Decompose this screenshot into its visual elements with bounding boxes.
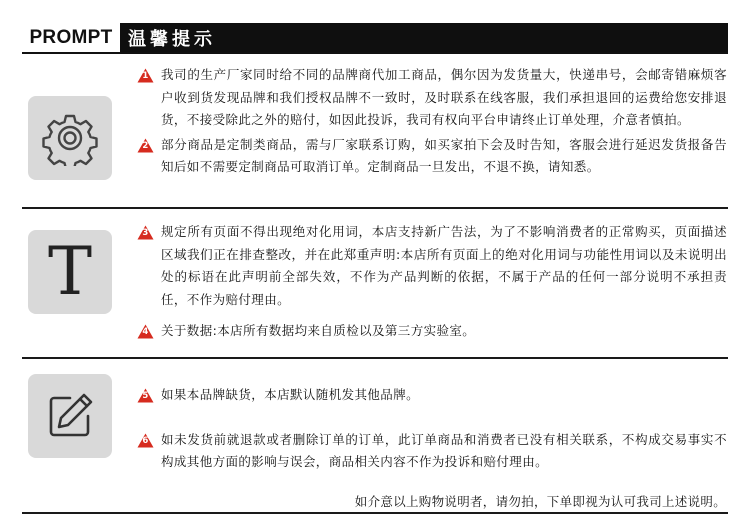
warning-icon: 3 [137, 225, 154, 240]
edit-pencil-icon-box [28, 374, 112, 458]
notice-section-2 [137, 221, 727, 343]
warning-icon: 6 [137, 433, 154, 448]
notice-item-5 [137, 384, 727, 407]
notice-text: 规定所有页面不得出现绝对化用词，本店支持新广告法，为了不影响消费者的正常购买，页面描述区域我们正在排查整改，并在此郑重声明:本店所有页面上的绝对化用词与功能性用词以及未说明出处的标语在此声明前全部失效，不作为产品判断的依据，不属于产品的任何一部分说明不承担责任，不作为赔付理由。 [161, 224, 727, 307]
warning-icon: 2 [137, 138, 154, 153]
header-title-en-box [22, 23, 120, 52]
footer-underline [22, 512, 728, 514]
gear-icon-box [28, 96, 112, 180]
notice-section-1 [137, 64, 727, 179]
notice-item-2 [137, 134, 727, 179]
notice-item-1 [137, 64, 727, 132]
warning-icon: 5 [137, 388, 154, 403]
notice-item-6 [137, 429, 727, 474]
header-title-en: PROMPT [29, 26, 113, 48]
section-divider [22, 357, 728, 359]
notice-text: 关于数据:本店所有数据均来自质检以及第三方实验室。 [161, 323, 476, 338]
notice-text: 我司的生产厂家同时给不同的品牌商代加工商品，偶尔因为发货量大，快递串号，会邮寄错麻烦客户收到货发现品牌和我们授权品牌不一致时，及时联系在线客服，我们承担退回的运费给您安排退货，不接受除此之外的赔付，如因此投诉，我司有权向平台申请终止订单处理，介意者慎拍。 [161, 67, 727, 127]
text-t-icon: T [47, 233, 93, 310]
header-underline [22, 52, 728, 54]
edit-pencil-icon [44, 390, 96, 442]
notice-text: 如果本品牌缺货，本店默认随机发其他品牌。 [161, 387, 420, 402]
warning-icon: 1 [137, 68, 154, 83]
header-title-cn-box [120, 23, 728, 52]
notice-text: 部分商品是定制类商品，需与厂家联系订购，如买家拍下会及时告知，客服会进行延迟发货报备告知后如不需要定制商品可取消订单。定制商品一旦发出，不退不换，请知悉。 [161, 136, 727, 174]
header-title-cn: 温馨提示 [128, 28, 216, 50]
gear-icon [42, 110, 98, 166]
notice-section-3 [137, 384, 727, 474]
notice-item-3 [137, 221, 727, 311]
text-t-icon-box [28, 230, 112, 314]
header-bar [22, 23, 728, 52]
footer-note: 如介意以上购物说明者，请勿拍，下单即视为认可我司上述说明。 [354, 494, 726, 509]
notice-item-4 [137, 320, 727, 343]
section-divider [22, 207, 728, 209]
warning-icon: 4 [137, 324, 154, 339]
notice-text: 如未发货前就退款或者删除订单的订单，此订单商品和消费者已没有相关联系，不构成交易事实不构成其他方面的影响与误会，商品相关内容不作为投诉和赔付理由。 [161, 431, 727, 469]
